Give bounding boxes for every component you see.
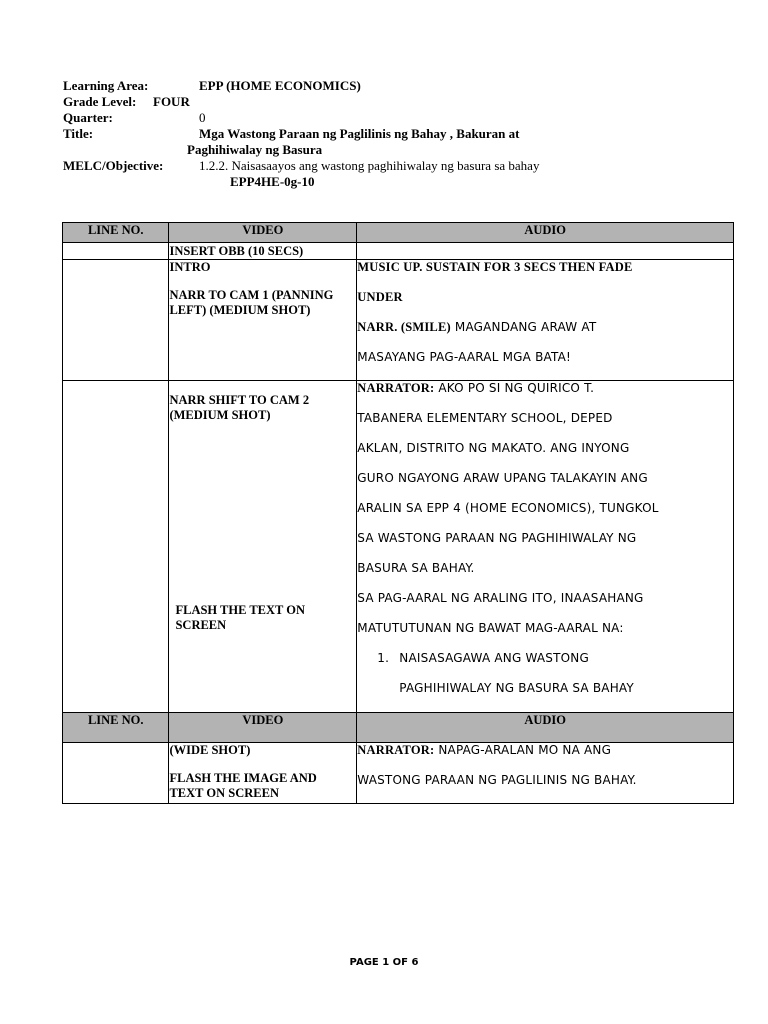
col-header-video: VIDEO [169, 223, 357, 243]
table-header-row [63, 223, 734, 243]
audio-line: TABANERA ELEMENTARY SCHOOL, DEPED [357, 411, 613, 425]
title-line-1: Mga Wastong Paraan ng Paglilinis ng Bahay , Bakuran at [199, 126, 520, 141]
melc-code-row [63, 174, 723, 190]
line-no-cell [63, 743, 169, 804]
audio-music-cue-2: UNDER [357, 290, 403, 304]
objective-number: 1. [377, 651, 390, 665]
video-cell [169, 260, 357, 381]
narr-label: NARR. (SMILE) [357, 320, 451, 334]
audio-cell [357, 381, 734, 713]
melc-label: MELC/Objective: [63, 158, 164, 173]
audio-intro: AKO PO SI NG QUIRICO T. [438, 381, 595, 395]
grade-level-label: Grade Level: [63, 94, 137, 109]
audio-greeting: MAGANDANG ARAW AT [454, 320, 597, 334]
col-header-audio: AUDIO [357, 223, 734, 243]
video-cell [169, 381, 357, 713]
table-row [63, 243, 734, 260]
narrator-label: NARRATOR: [357, 743, 435, 757]
audio-line: AKLAN, DISTRITO NG MAKATO. ANG INYONG [357, 441, 630, 455]
audio-cell [357, 743, 734, 804]
learning-area-value: EPP (HOME ECONOMICS) [199, 78, 361, 93]
audio-line: ARALIN SA EPP 4 (HOME ECONOMICS), TUNGKOL [357, 501, 659, 515]
line-no-cell [63, 243, 169, 260]
video-wide-shot: (WIDE SHOT) [169, 743, 251, 757]
col-header-video: VIDEO [169, 713, 357, 743]
title-row-2 [63, 142, 723, 158]
objective-item [357, 643, 733, 673]
quarter-row [63, 110, 723, 126]
melc-value: 1.2.2. Naisasaayos ang wastong paghihiwalay ng basura sa bahay [199, 158, 540, 173]
audio-line: BASURA SA BAHAY. [357, 561, 475, 575]
table-row [63, 260, 734, 381]
line-no-cell [63, 381, 169, 713]
col-header-line-no: LINE NO. [63, 223, 169, 243]
page-number: PAGE 1 OF 6 [349, 957, 419, 968]
title-row [63, 126, 723, 142]
audio-greeting-2: MASAYANG PAG-AARAL MGA BATA! [357, 350, 572, 364]
objective-item-cont [357, 673, 733, 703]
table-header-row [63, 713, 734, 743]
script-table-2 [62, 712, 734, 804]
quarter-value: 0 [199, 110, 206, 125]
audio-cell [357, 243, 734, 260]
video-narr-cam1: NARR TO CAM 1 (PANNING LEFT) (MEDIUM SHOT) [169, 288, 334, 317]
melc-row [63, 158, 723, 174]
script-table-1 [62, 222, 734, 713]
audio-line: GURO NGAYONG ARAW UPANG TALAKAYIN ANG [357, 471, 648, 485]
audio-line: MATUTUTUNAN NG BAWAT MAG-AARAL NA: [357, 621, 624, 635]
audio-music-cue: MUSIC UP. SUSTAIN FOR 3 SECS THEN FADE [357, 260, 633, 274]
video-flash-image: FLASH THE IMAGE AND TEXT ON SCREEN [169, 771, 317, 800]
learning-area-row [63, 78, 723, 94]
objective-text-2: PAGHIHIWALAY NG BASURA SA BAHAY [399, 681, 634, 695]
table-row [63, 743, 734, 804]
line-no-cell [63, 260, 169, 381]
audio-line: SA PAG-AARAL NG ARALING ITO, INAASAHANG [357, 591, 644, 605]
col-header-audio: AUDIO [357, 713, 734, 743]
title-label: Title: [63, 126, 94, 141]
audio-cell [357, 260, 734, 381]
grade-level-value: FOUR [153, 94, 190, 109]
grade-level-row [63, 94, 723, 110]
audio-recap-2: WASTONG PARAAN NG PAGLILINIS NG BAHAY. [357, 773, 637, 787]
video-flash-text: FLASH THE TEXT ON SCREEN [175, 603, 306, 632]
quarter-label: Quarter: [63, 110, 113, 125]
narrator-label: NARRATOR: [357, 381, 435, 395]
title-line-2: Paghihiwalay ng Basura [187, 142, 323, 157]
video-narr-cam2: NARR SHIFT TO CAM 2 (MEDIUM SHOT) [169, 393, 310, 422]
video-cell [169, 743, 357, 804]
objective-text: NAISASAGAWA ANG WASTONG [399, 651, 589, 665]
learning-area-label: Learning Area: [63, 78, 149, 93]
table-row [63, 381, 734, 713]
audio-line: SA WASTONG PARAAN NG PAGHIHIWALAY NG [357, 531, 637, 545]
video-intro: INTRO [169, 260, 211, 274]
col-header-line-no: LINE NO. [63, 713, 169, 743]
audio-recap: NAPAG-ARALAN MO NA ANG [438, 743, 612, 757]
melc-code: EPP4HE-0g-10 [230, 174, 315, 189]
lesson-header [63, 78, 723, 190]
video-cell: INSERT OBB (10 SECS) [169, 243, 357, 260]
